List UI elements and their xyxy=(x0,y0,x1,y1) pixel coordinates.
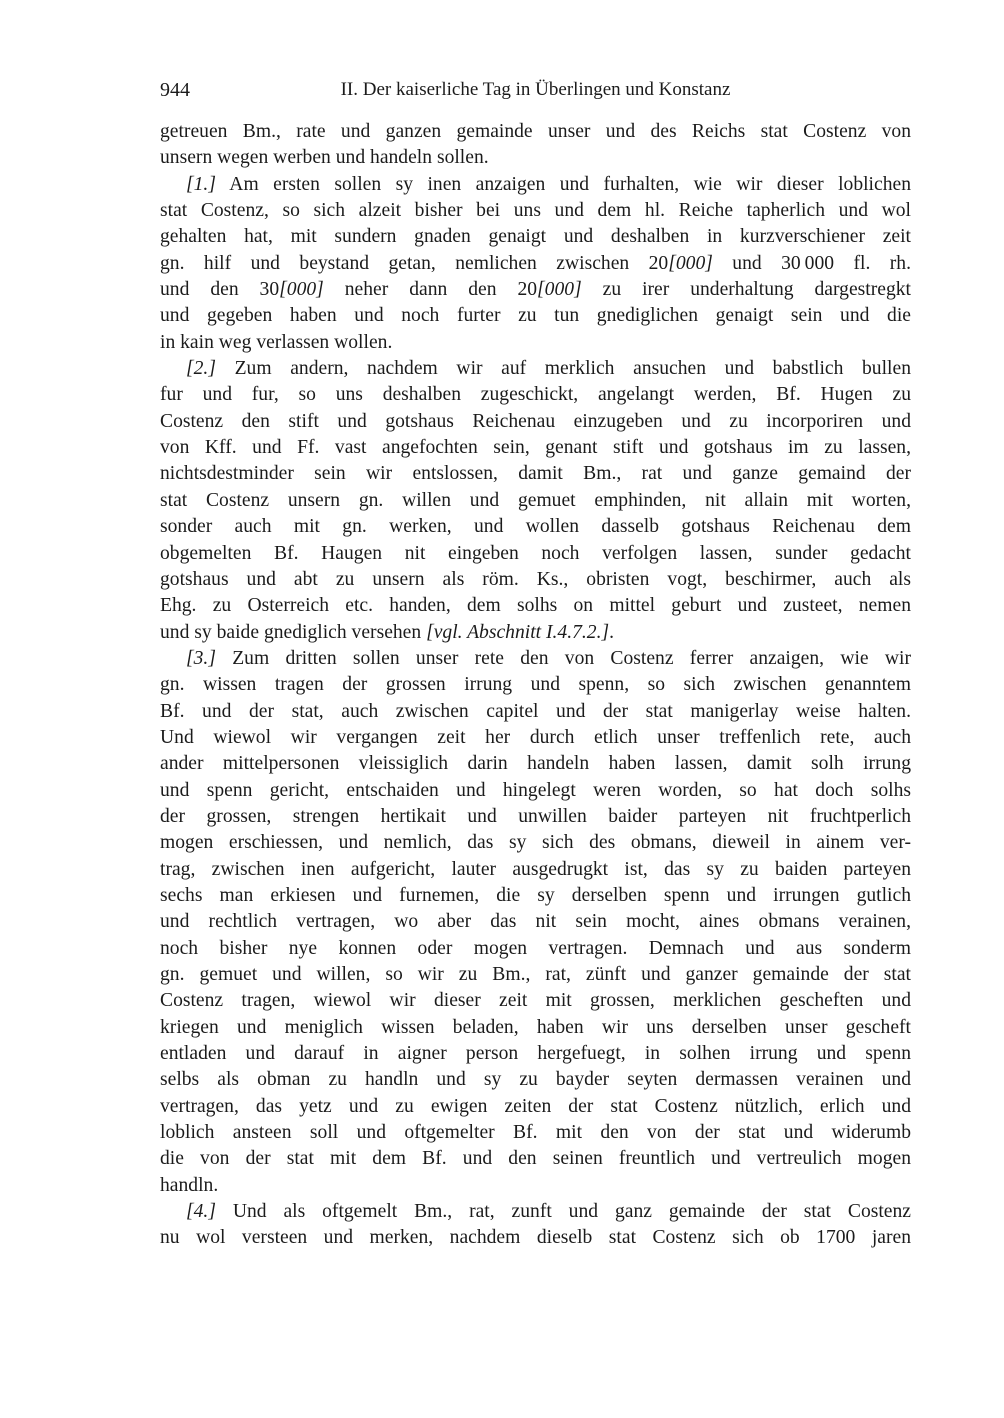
text-segment: Ehg. zu Osterreich etc. handen, dem solhs on mittel geburt und zusteet, nemen xyxy=(160,595,911,617)
text-line xyxy=(160,1146,911,1172)
text-segment: sonder auch mit gn. werken, und wollen dasselb gotshaus Reichenau dem xyxy=(160,516,911,538)
text-segment: fur und fur, so uns deshalben zugeschickt, angelangt werden, Bf. Hugen zu xyxy=(160,384,911,406)
text-line xyxy=(160,883,911,909)
text-line xyxy=(160,909,911,935)
page-number: 944 xyxy=(160,79,190,101)
text-segment: in kain weg verlassen wollen. xyxy=(160,331,393,353)
text-line xyxy=(160,409,911,435)
page-header xyxy=(160,78,911,104)
italic-text-segment: [3.] xyxy=(186,647,216,669)
text-line xyxy=(160,251,911,277)
body-text xyxy=(160,119,911,1252)
text-segment: nichtsdestminder sein wir entslossen, damit Bm., rat und ganze gemaind der xyxy=(160,463,911,485)
text-segment: sechs man erkiesen und furnemen, die sy derselben spenn und irrungen gutlich xyxy=(160,884,911,906)
text-segment: entladen und darauf in aigner person hergefuegt, in solhen irrung und spenn xyxy=(160,1043,911,1065)
text-line xyxy=(160,857,911,883)
text-segment: gehalten hat, mit sundern gnaden genaigt und deshalben in kurzverschiener zeit xyxy=(160,226,911,248)
text-segment: . xyxy=(609,621,615,643)
text-segment: und den 30 xyxy=(160,279,280,301)
italic-text-segment: [2.] xyxy=(186,358,216,380)
text-segment: Bf. und der stat, auch zwischen capitel und der stat manigerlay weise halten. xyxy=(160,700,911,722)
paragraph xyxy=(160,1199,911,1252)
text-line xyxy=(160,936,911,962)
text-line xyxy=(160,303,911,329)
italic-text-segment: [000] xyxy=(668,252,713,274)
text-segment: die von der stat mit dem Bf. und den seinen freuntlich und vertreulich mogen xyxy=(160,1148,911,1170)
italic-text-segment: [000] xyxy=(537,279,582,301)
running-head: II. Der kaiserliche Tag in Überlingen und Konstanz xyxy=(340,79,731,100)
text-segment: neher dann den 20 xyxy=(323,279,538,301)
text-segment: Und als oftgemelt Bm., rat, zunft und ganz gemainde der stat Costenz xyxy=(215,1201,911,1223)
italic-text-segment: [vgl. Abschnitt I.4.7.2.] xyxy=(426,621,610,643)
text-segment: kriegen und meniglich wissen beladen, haben wir uns derselben unser gescheft xyxy=(160,1016,911,1038)
text-line xyxy=(160,620,911,646)
paragraph xyxy=(160,119,911,172)
text-segment: gotshaus und abt zu unsern als röm. Ks., obristen vogt, beschirmer, auch als xyxy=(160,568,911,590)
text-line xyxy=(160,567,911,593)
text-segment: und 30 000 fl. rh. xyxy=(712,252,911,274)
text-segment: stat Costenz unsern gn. willen und gemuet emphinden, nit allain mit worten, xyxy=(160,489,911,511)
text-segment: getreuen Bm., rate und ganzen gemainde unser und des Reichs stat Costenz von xyxy=(160,121,911,142)
text-line xyxy=(160,488,911,514)
text-line xyxy=(160,224,911,250)
text-line xyxy=(160,593,911,619)
text-segment: und gegeben haben und noch furter zu tun gnediglichen genaigt sein und die xyxy=(160,305,911,327)
text-line xyxy=(160,1120,911,1146)
text-segment: und rechtlich vertragen, wo aber das nit sein mocht, aines obmans verainen, xyxy=(160,911,911,933)
text-segment: gn. hilf und beystand getan, nemlichen zwischen 20 xyxy=(160,252,669,274)
text-line xyxy=(160,330,911,356)
text-segment: trag, zwischen inen aufgericht, lauter ausgedrugkt ist, das sy zu baiden parteyen xyxy=(160,858,911,880)
text-line xyxy=(160,1041,911,1067)
text-segment: obgemelten Bf. Haugen nit eingeben noch verfolgen lassen, sunder gedacht xyxy=(160,542,911,564)
text-line xyxy=(160,1094,911,1120)
italic-text-segment: [1.] xyxy=(186,173,216,195)
text-segment: vertragen, das yetz und zu ewigen zeiten der stat Costenz nützlich, erlich und xyxy=(160,1095,911,1117)
text-line xyxy=(160,988,911,1014)
text-line xyxy=(160,541,911,567)
text-segment: mogen erschiessen, und nemlich, das sy sich des obmans, dieweil in ainem ver- xyxy=(160,832,911,854)
text-line xyxy=(160,751,911,777)
text-line xyxy=(160,804,911,830)
text-segment: der grossen, strengen hertikait und unwillen baider parteyen nit fruchtperlich xyxy=(160,805,911,827)
text-line xyxy=(160,778,911,804)
text-segment: zu irer underhaltung dargestregkt xyxy=(581,279,912,301)
text-segment: loblich ansteen soll und oftgemelter Bf. mit den von der stat und widerumb xyxy=(160,1122,911,1144)
text-segment: stat Costenz, so sich alzeit bisher bei uns und dem hl. Reiche tapherlich und wol xyxy=(160,200,911,222)
text-line xyxy=(160,962,911,988)
text-segment: Zum andern, nachdem wir auf merklich ansuchen und babstlich bullen xyxy=(215,358,911,380)
text-line xyxy=(160,145,911,171)
text-segment: unsern wegen werben und handeln sollen. xyxy=(160,147,489,169)
text-line xyxy=(160,382,911,408)
text-line xyxy=(160,699,911,725)
text-line xyxy=(160,1067,911,1093)
text-segment: Zum dritten sollen unser rete den von Costenz ferrer anzaigen, wie wir xyxy=(215,647,911,669)
paragraph xyxy=(160,646,911,1199)
text-segment: noch bisher nye konnen oder mogen vertragen. Demnach und aus sonderm xyxy=(160,937,911,959)
text-line xyxy=(160,435,911,461)
text-segment: und sy baide gnediglich versehen xyxy=(160,621,427,643)
text-segment: ander mittelpersonen vleissiglich darin handeln haben lassen, damit solh irrung xyxy=(160,753,911,775)
text-line xyxy=(160,672,911,698)
text-segment: Costenz den stift und gotshaus Reichenau einzugeben und zu incorporiren und xyxy=(160,410,911,432)
text-line xyxy=(160,1225,911,1251)
text-segment: handln. xyxy=(160,1174,219,1196)
text-segment: selbs als obman zu handln und sy zu bayder seyten dermassen verainen und xyxy=(160,1069,911,1091)
text-line xyxy=(160,461,911,487)
text-segment: und spenn gericht, entschaiden und hingelegt weren worden, so hat doch solhs xyxy=(160,779,911,801)
text-line xyxy=(160,646,911,672)
text-line xyxy=(160,198,911,224)
text-line xyxy=(160,277,911,303)
text-segment: nu wol versteen und merken, nachdem dieselb stat Costenz sich ob 1700 jaren xyxy=(160,1227,911,1249)
text-line xyxy=(160,1173,911,1199)
paragraph xyxy=(160,356,911,646)
text-line xyxy=(160,830,911,856)
text-segment: Am ersten sollen sy inen anzaigen und furhalten, wie wir dieser loblichen xyxy=(215,173,911,195)
text-segment: Costenz tragen, wiewol wir dieser zeit mit grossen, merklichen gescheften und xyxy=(160,990,911,1012)
text-line xyxy=(160,514,911,540)
text-segment: von Kff. und Ff. vast angefochten sein, genant stift und gotshaus im zu lassen, xyxy=(160,437,911,459)
text-line xyxy=(160,1015,911,1041)
text-line xyxy=(160,725,911,751)
paragraph xyxy=(160,172,911,356)
text-line xyxy=(160,356,911,382)
text-segment: gn. wissen tragen der grossen irrung und spenn, so sich zwischen genanntem xyxy=(160,674,911,696)
text-segment: gn. gemuet und willen, so wir zu Bm., rat, zünft und ganzer gemainde der stat xyxy=(160,964,911,985)
italic-text-segment: [4.] xyxy=(186,1201,216,1223)
text-line xyxy=(160,119,911,145)
text-segment: Und wiewol wir vergangen zeit her durch etlich unser treffenlich rete, auch xyxy=(160,726,911,748)
text-line xyxy=(160,1199,911,1225)
text-line xyxy=(160,172,911,198)
italic-text-segment: [000] xyxy=(279,279,324,301)
